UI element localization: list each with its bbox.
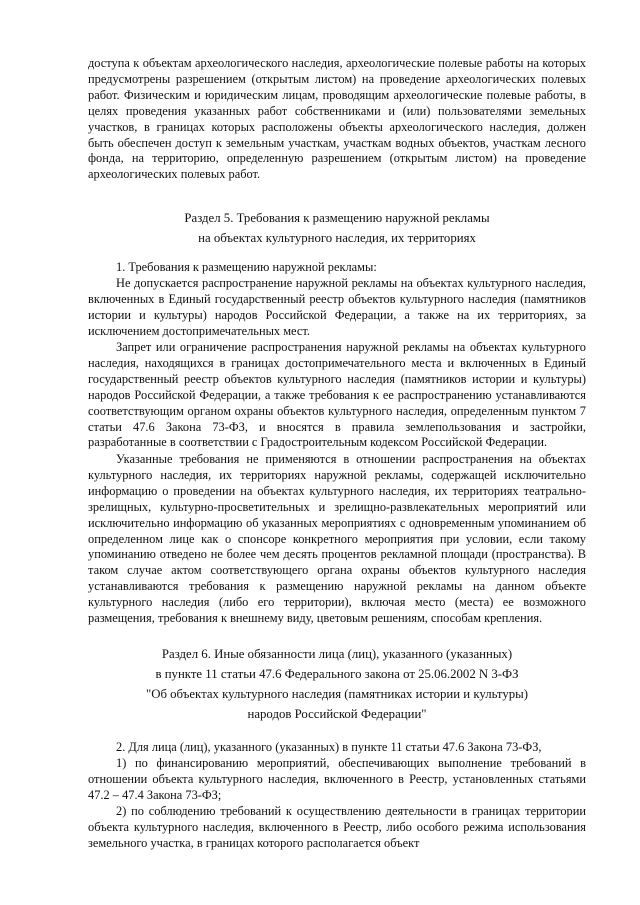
section-6-paragraph-1: 1) по финансированию мероприятий, обеспечивающих выполнение требований в отношении объекта культурного наследия, включенного в Реестр, установленных статьями 47.2 – 47.4 Закона 73-ФЗ; bbox=[88, 756, 586, 802]
section-6-heading-line-2: в пункте 11 статьи 47.6 Федерального закона от 25.06.2002 N 3-ФЗ bbox=[155, 667, 519, 681]
section-5-heading-line-2: на объектах культурного наследия, их территориях bbox=[198, 231, 476, 245]
section-5-heading-line-1: Раздел 5. Требования к размещению наружной рекламы bbox=[184, 211, 490, 225]
section-6-item-2: 2. Для лица (лиц), указанного (указанных) в пункте 11 статьи 47.6 Закона 73-ФЗ, bbox=[116, 740, 542, 754]
section-5-paragraph-3: Указанные требования не применяются в отношении распространения на объектах культурного наследия, их территориях наружной рекламы, содержащей исключительно информацию о проведении на объектах культурного наследия, их территориях театрально-зрелищных, культурно-просветительных и зрелищно-развлекательных мероприятий или исключительно информацию об указанных мероприятиях с одновременным упоминанием об определенном лице как о спонсоре конкретного мероприятия при условии, если такому упоминанию отведено не более чем десять процентов рекламной площади (пространства). В таком случае актом соответствующего органа охраны объектов культурного наследия устанавливаются требования к размещению наружной рекламы на данном объекте культурного наследия (либо его территории), включая место (места) ее возможного размещения, требования к внешнему виду, цветовым решениям, способам крепления. bbox=[88, 452, 586, 626]
section-6-paragraph-2: 2) по соблюдению требований к осуществлению деятельности в границах территории объекта культурного наследия, включенного в Реестр, либо особого режима использования земельного участка, в границах которого располагается объект bbox=[88, 804, 586, 850]
section-6-heading-line-1: Раздел 6. Иные обязанности лица (лиц), указанного (указанных) bbox=[161, 647, 513, 661]
section-6-heading-line-3: "Об объектах культурного наследия (памятниках истории и культуры) bbox=[145, 687, 529, 701]
section-5-paragraph-1: Не допускается распространение наружной рекламы на объектах культурного наследия, включенных в Единый государственный реестр объектов культурного наследия (памятников истории и культуры) народов Российской Федерации, а также на их территориях, за исключением достопримечательных мест. bbox=[88, 276, 586, 338]
section-5-paragraph-2: Запрет или ограничение распространения наружной рекламы на объектах культурного наследия, находящихся в границах достопримечательного места и включенных в Единый государственный реестр объектов культурного наследия (памятников истории и культуры) народов Российской Федерации, а также требования к ее распространению устанавливаются соответствующим органом охраны объектов культурного наследия, определенным пунктом 7 статьи 47.6 Закона 73-ФЗ, и вносятся в правила землепользования и застройки, разработанные в соответствии с Градостроительным кодексом Российской Федерации. bbox=[88, 340, 586, 450]
section-5-item-1: 1. Требования к размещению наружной рекламы: bbox=[116, 260, 377, 274]
intro-paragraph: доступа к объектам археологического наследия, археологические полевые работы на которых предусмотрены разрешением (открытым листом) на проведение археологических полевых работ. Физическим и юридическим лицам, проводящим археологические полевые работы, в целях проведения указанных работ собственниками и (или) пользователями земельных участков, в границах которых расположены объекты археологического наследия, должен быть обеспечен доступ к земельным участкам, участкам водных объектов, участкам лесного фонда, на территорию, определенную разрешением (открытым листом) на проведение археологических полевых работ. bbox=[88, 56, 586, 182]
section-6-heading-line-4: народов Российской Федерации" bbox=[247, 707, 427, 721]
